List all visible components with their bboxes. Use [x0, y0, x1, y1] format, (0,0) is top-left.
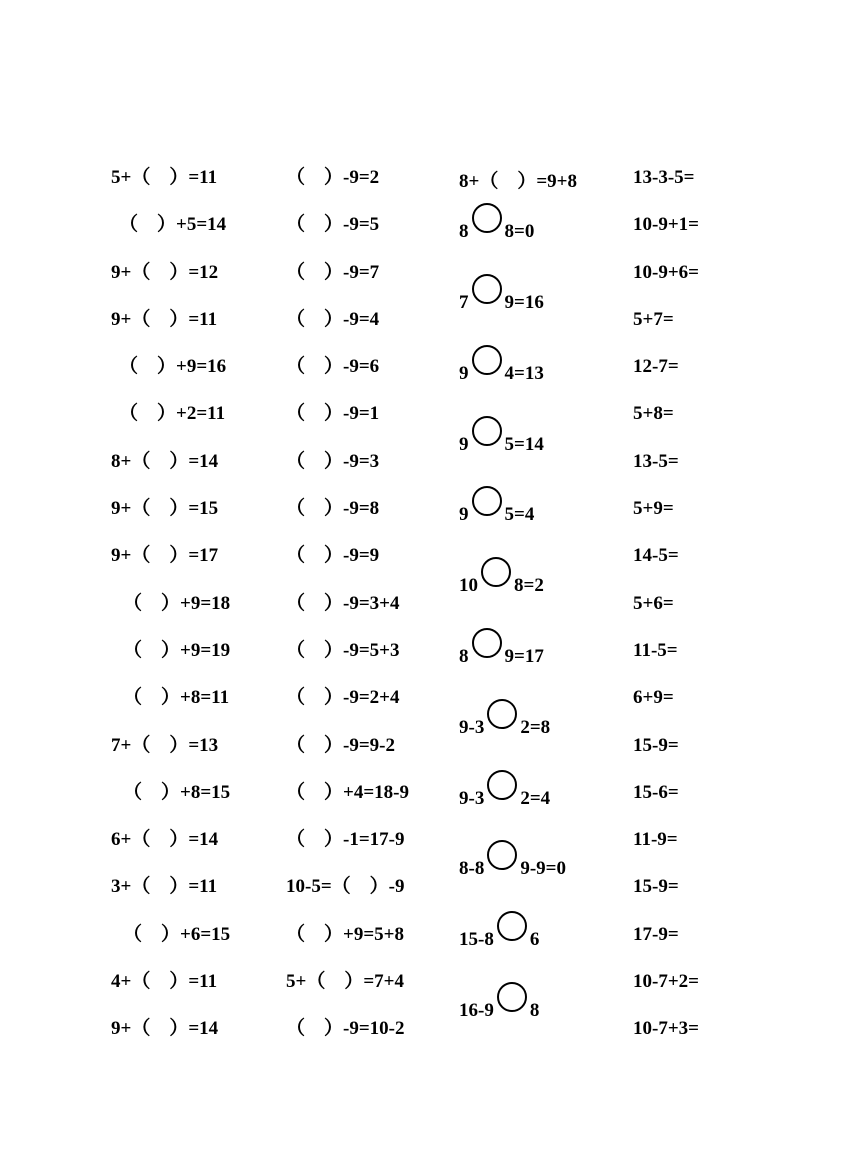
- problem: 4+（ ）=11: [111, 971, 218, 993]
- answer-circle[interactable]: [497, 982, 527, 1012]
- problem: 3+（ ）=11: [111, 876, 218, 898]
- operand-right: 5=4: [504, 504, 535, 526]
- operator-problem: [459, 780, 577, 851]
- column-subtraction-blanks: [286, 166, 409, 1065]
- problem: （ ）-9=2+4: [286, 687, 400, 709]
- problem: （ ）-9=10-2: [286, 1018, 405, 1040]
- answer-circle[interactable]: [472, 628, 502, 658]
- problem: 6+（ ）=14: [111, 829, 219, 851]
- problem: （ ）+6=15: [123, 923, 231, 945]
- problem: 7+（ ）=13: [111, 734, 219, 756]
- answer-circle[interactable]: [487, 770, 517, 800]
- problem: （ ）+9=16: [119, 356, 227, 378]
- operator-problem: [459, 426, 577, 497]
- answer-circle[interactable]: [472, 203, 502, 233]
- operator-problem: [459, 921, 577, 992]
- operand-left: 8-8: [459, 858, 485, 880]
- problem: （ ）-9=3+4: [286, 592, 400, 614]
- problem: （ ）-9=6: [286, 356, 380, 378]
- operand-left: 9: [459, 504, 469, 526]
- problem: 6+9=: [633, 687, 674, 709]
- problem: 17-9=: [633, 923, 679, 945]
- operand-right: 8=2: [514, 575, 544, 597]
- column-operator-circles: [459, 166, 577, 1063]
- operand-left: 16-9: [459, 1000, 494, 1022]
- problem: 10-7+3=: [633, 1018, 699, 1040]
- problem: 8+（ ）=9+8: [459, 171, 577, 192]
- operand-left: 15-8: [459, 929, 494, 951]
- operator-problem: [459, 213, 577, 284]
- operand-left: 9-3: [459, 787, 485, 809]
- problem: 9+（ ）=14: [111, 1018, 219, 1040]
- operator-problem: [459, 496, 577, 567]
- problem: 5+7=: [633, 308, 674, 330]
- problem: 9+（ ）=11: [111, 308, 218, 330]
- problem: （ ）-1=17-9: [286, 829, 405, 851]
- problem: 15-9=: [633, 734, 679, 756]
- operand-right: 6: [529, 929, 540, 951]
- problem: 9+（ ）=15: [111, 498, 219, 520]
- problem: 11-5=: [633, 639, 678, 661]
- operator-problem: [459, 284, 577, 355]
- operand-right: 9=17: [504, 646, 544, 668]
- problem: （ ）-9=4: [286, 308, 380, 330]
- answer-circle[interactable]: [472, 274, 502, 304]
- problem: （ ）+8=15: [123, 781, 231, 803]
- operand-left: 10: [459, 575, 478, 597]
- operand-left: 8: [459, 221, 469, 243]
- problem: 11-9=: [633, 829, 678, 851]
- problem: 10-5=（ ）-9: [286, 876, 405, 898]
- problem: 10-7+2=: [633, 971, 699, 993]
- problem: （ ）-9=3: [286, 450, 380, 472]
- answer-circle[interactable]: [472, 345, 502, 375]
- problem: （ ）-9=8: [286, 498, 380, 520]
- operand-left: 9: [459, 433, 469, 455]
- operator-problem: [459, 992, 577, 1063]
- answer-circle[interactable]: [487, 840, 517, 870]
- problem: 9+（ ）=17: [111, 545, 219, 567]
- problem: 9+（ ）=12: [111, 261, 219, 283]
- operand-right: 9=16: [504, 292, 544, 314]
- problem: （ ）+9=19: [123, 639, 231, 661]
- operand-right: 2=4: [520, 787, 551, 809]
- answer-circle[interactable]: [472, 416, 502, 446]
- problem: （ ）-9=2: [286, 167, 380, 188]
- operator-problem: [459, 709, 577, 780]
- problem: 12-7=: [633, 356, 679, 378]
- operand-right: 8: [529, 1000, 540, 1022]
- problem: 5+6=: [633, 592, 674, 614]
- problem: （ ）-9=9-2: [286, 734, 395, 756]
- problem: （ ）-9=1: [286, 403, 380, 425]
- operand-right: 8=0: [504, 221, 535, 243]
- answer-circle[interactable]: [487, 699, 517, 729]
- operator-problem: [459, 850, 577, 921]
- operand-left: 9: [459, 362, 469, 384]
- column-addition-blanks: [111, 166, 230, 1065]
- problem: 10-9+1=: [633, 214, 699, 236]
- problem: （ ）+9=5+8: [286, 923, 404, 945]
- operand-right: 9-9=0: [520, 858, 566, 880]
- answer-circle[interactable]: [497, 911, 527, 941]
- column-mixed-operations: [633, 166, 699, 1065]
- operand-right: 4=13: [504, 362, 544, 384]
- operand-left: 7: [459, 292, 469, 314]
- operator-problem: [459, 638, 577, 709]
- problem: （ ）-9=7: [286, 261, 380, 283]
- answer-circle[interactable]: [472, 486, 502, 516]
- operand-left: 8: [459, 646, 469, 668]
- problem: （ ）+2=11: [119, 403, 226, 425]
- problem: （ ）+4=18-9: [286, 781, 409, 803]
- problem: 15-6=: [633, 781, 679, 803]
- problem: 5+（ ）=11: [111, 167, 218, 188]
- problem: 14-5=: [633, 545, 679, 567]
- problem: （ ）+5=14: [119, 214, 227, 236]
- problem: 8+（ ）=14: [111, 450, 219, 472]
- problem: 15-9=: [633, 876, 679, 898]
- operand-left: 9-3: [459, 716, 485, 738]
- answer-circle[interactable]: [481, 557, 511, 587]
- operator-problem: [459, 567, 577, 638]
- operator-problem: [459, 355, 577, 426]
- problem: （ ）-9=9: [286, 545, 380, 567]
- problem: 10-9+6=: [633, 261, 699, 283]
- problem: （ ）-9=5+3: [286, 639, 400, 661]
- problem: 5+（ ）=7+4: [286, 971, 404, 993]
- problem: （ ）-9=5: [286, 214, 380, 236]
- problem: 13-5=: [633, 450, 679, 472]
- operand-right: 5=14: [504, 433, 544, 455]
- problem: 5+9=: [633, 498, 674, 520]
- operand-right: 2=8: [520, 716, 551, 738]
- problem: （ ）+9=18: [123, 592, 231, 614]
- problem: 13-3-5=: [633, 167, 695, 188]
- problem: （ ）+8=11: [123, 687, 230, 709]
- problem: 5+8=: [633, 403, 674, 425]
